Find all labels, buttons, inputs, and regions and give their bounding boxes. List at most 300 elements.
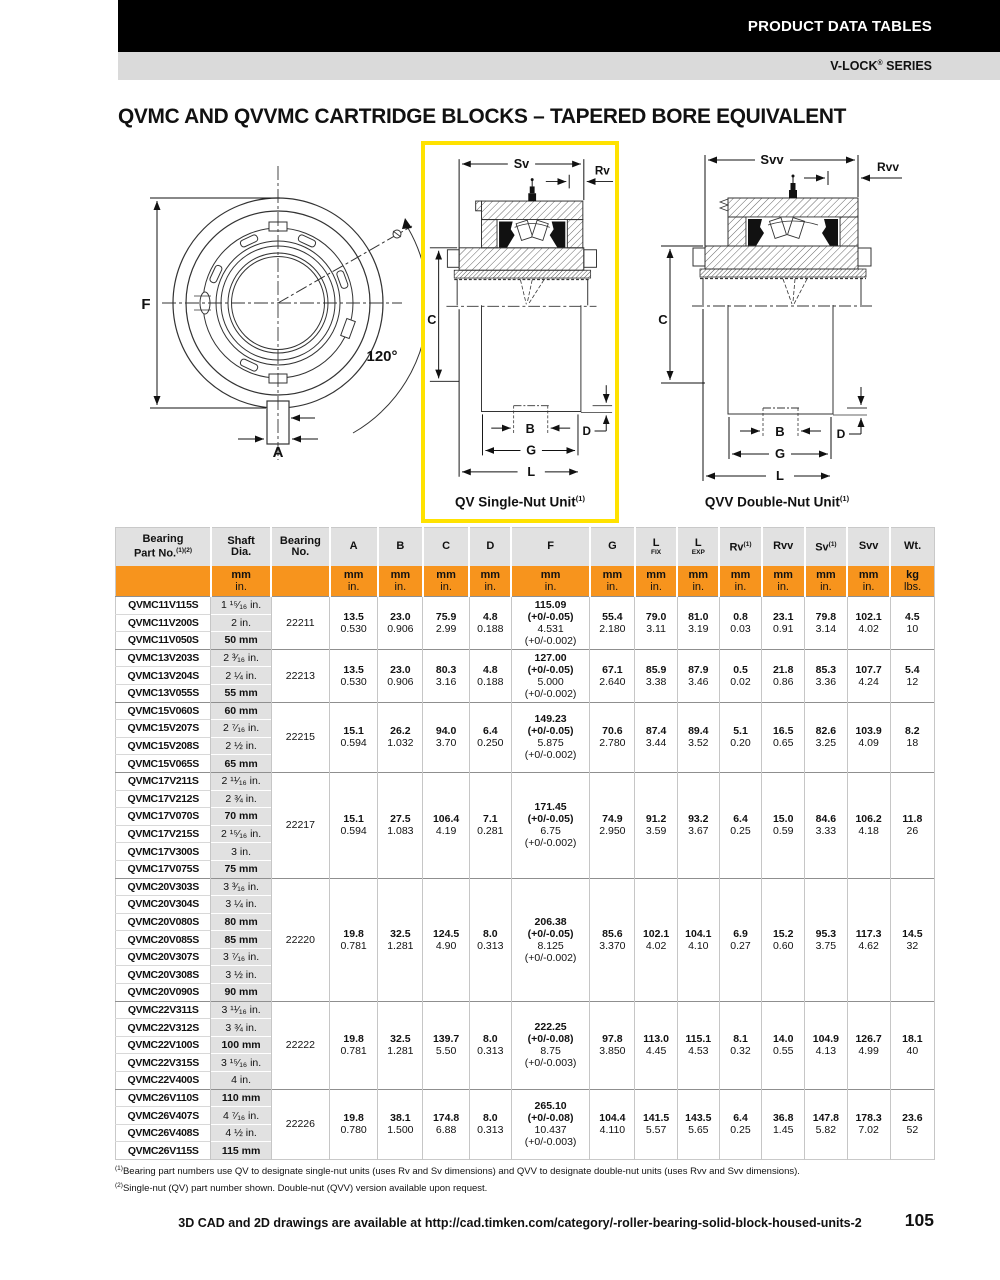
value-imperial: 0.32 bbox=[730, 1045, 751, 1058]
header-line: Part No.$^{(1)(2)}$ bbox=[133, 547, 193, 560]
dim-cell-G bbox=[590, 649, 635, 702]
units-cell-F bbox=[511, 566, 589, 597]
value-metric: 141.5 bbox=[642, 1112, 670, 1125]
value-metric: 19.8 bbox=[343, 1033, 364, 1046]
part-number-cell: QVMC17V300S bbox=[116, 843, 211, 861]
header-line: L bbox=[652, 536, 660, 549]
value-metric: 0.5 bbox=[733, 663, 748, 676]
value-metric: 107.7 bbox=[855, 663, 882, 676]
value-metric: (+0/-0.08) bbox=[527, 1033, 574, 1046]
shaft-dia-cell: 3 ¹⁵⁄₁₆ in. bbox=[211, 1054, 271, 1072]
value-metric: 79.8 bbox=[815, 610, 837, 623]
dim-cell-Rv bbox=[719, 1001, 761, 1089]
spec-table-wrap bbox=[115, 527, 937, 1160]
value-imperial: 3.38 bbox=[645, 675, 667, 688]
value-metric: 87.4 bbox=[645, 725, 667, 738]
value-metric: 85.9 bbox=[645, 663, 667, 676]
value-metric: 115.1 bbox=[685, 1033, 712, 1046]
value-metric: 82.6 bbox=[815, 725, 837, 738]
value-imperial: 4.19 bbox=[435, 825, 457, 838]
footnote: $^{(2)}$Single-nut (QV) part number shown. Double-nut (QVV) version available upon request. bbox=[115, 1181, 488, 1194]
column-header-part bbox=[116, 528, 211, 567]
unit-metric: mm bbox=[646, 568, 666, 581]
value-metric: 74.9 bbox=[602, 813, 623, 826]
value-metric: 174.8 bbox=[432, 1112, 460, 1125]
header-line: Sv$^{(1)}$ bbox=[815, 541, 837, 555]
shaft-dia-cell: 3 in. bbox=[211, 843, 271, 861]
dim-cell-Sv bbox=[805, 1089, 847, 1159]
units-cell-C bbox=[423, 566, 469, 597]
units-cell-Lfix bbox=[635, 566, 677, 597]
unit-imperial: in. bbox=[484, 581, 497, 593]
value-imperial: 2.950 bbox=[599, 825, 626, 838]
value-metric: 79.0 bbox=[645, 610, 667, 623]
dim-cell-C bbox=[423, 649, 469, 702]
header-line: No. bbox=[291, 546, 310, 558]
value-metric: 16.5 bbox=[772, 725, 794, 738]
dim-cell-Wt bbox=[890, 649, 934, 702]
dim-cell-Lexp bbox=[677, 597, 719, 650]
shaft-dia-cell: 60 mm bbox=[211, 702, 271, 720]
table-row bbox=[116, 1089, 935, 1107]
header-line: G bbox=[608, 540, 617, 553]
value-imperial: 3.16 bbox=[435, 675, 457, 688]
table-row bbox=[116, 702, 935, 720]
footnote: $^{(1)}$Bearing part numbers use QV to designate single-nut units (uses Rv and Sv dimensions) and QVV to designate double-nut units (uses Rvv and Svv dimensions). bbox=[115, 1165, 800, 1178]
value-metric: 126.7 bbox=[855, 1033, 882, 1046]
spec-table bbox=[115, 527, 935, 1160]
value-imperial: 0.781 bbox=[340, 1045, 367, 1058]
dim-cell-F bbox=[511, 1001, 589, 1089]
value-imperial: 3.370 bbox=[599, 939, 626, 952]
column-header-Rv bbox=[719, 528, 761, 567]
value-imperial: 3.33 bbox=[815, 825, 837, 838]
value-metric: 67.1 bbox=[602, 663, 623, 676]
dim-cell-Svv bbox=[847, 702, 890, 772]
header-line: Shaft bbox=[227, 534, 255, 547]
part-number-cell: QVMC15V065S bbox=[116, 755, 211, 773]
dim-label-rvv: Rvv bbox=[876, 160, 899, 174]
dim-cell-B bbox=[378, 1089, 423, 1159]
shaft-dia-cell: 2 ⁷⁄₁₆ in. bbox=[211, 720, 271, 738]
unit-metric: mm bbox=[540, 568, 561, 581]
front-view-diagram bbox=[110, 148, 430, 485]
value-metric: 115.09 bbox=[534, 598, 567, 611]
part-number-cell: QVMC17V211S bbox=[116, 772, 211, 790]
table-body bbox=[116, 597, 935, 1160]
dim-label-sv: Sv bbox=[513, 156, 530, 171]
part-number-cell: QVMC11V200S bbox=[116, 614, 211, 632]
value-imperial: 4.531 bbox=[537, 622, 564, 635]
value-imperial: 26 bbox=[906, 825, 919, 838]
dim-cell-Rvv bbox=[762, 878, 805, 1001]
value-imperial: (+0/-0.002) bbox=[524, 837, 577, 850]
units-cell-shaft bbox=[211, 566, 271, 597]
value-imperial: 52 bbox=[906, 1124, 919, 1137]
value-metric: 15.1 bbox=[343, 813, 364, 826]
value-imperial: 5.57 bbox=[645, 1124, 667, 1137]
shaft-dia-cell: 3 ¾ in. bbox=[211, 1019, 271, 1037]
page-title: QVMC AND QVVMC CARTRIDGE BLOCKS – TAPERED BORE EQUIVALENT bbox=[118, 104, 847, 128]
value-imperial: (+0/-0.002) bbox=[524, 951, 577, 964]
dim-cell-A bbox=[330, 702, 378, 772]
unit-imperial: in. bbox=[777, 581, 789, 593]
dim-cell-C bbox=[423, 1001, 469, 1089]
dim-cell-F bbox=[511, 702, 589, 772]
part-number-cell: QVMC20V304S bbox=[116, 896, 211, 914]
value-metric: 85.3 bbox=[815, 663, 837, 676]
unit-imperial: in. bbox=[440, 581, 452, 593]
part-number-cell: QVMC20V090S bbox=[116, 984, 211, 1002]
column-header-Lfix bbox=[635, 528, 677, 567]
value-metric: (+0/-0.05) bbox=[527, 813, 574, 826]
dim-cell-B bbox=[378, 597, 423, 650]
value-metric: 143.5 bbox=[685, 1112, 712, 1125]
value-metric: 15.2 bbox=[772, 927, 794, 940]
value-imperial: 10.437 bbox=[534, 1124, 567, 1137]
dim-cell-G bbox=[590, 772, 635, 878]
value-metric: 113.0 bbox=[643, 1033, 669, 1046]
single-nut-caption: QV Single-Nut Unit$^{(1)}$ bbox=[455, 494, 585, 510]
value-imperial: 0.60 bbox=[772, 939, 794, 952]
unit-metric: mm bbox=[343, 568, 364, 581]
shaft-dia-cell: 4 ⁷⁄₁₆ in. bbox=[211, 1107, 271, 1125]
dim-label-l2: L bbox=[775, 468, 784, 483]
shaft-dia-cell: 70 mm bbox=[211, 808, 271, 826]
value-metric: 6.4 bbox=[733, 813, 748, 826]
single-nut-svg bbox=[425, 147, 615, 487]
value-imperial: 3.25 bbox=[815, 737, 837, 750]
registered-mark: ® bbox=[877, 59, 883, 67]
dim-cell-Svv bbox=[847, 649, 890, 702]
value-imperial: 0.313 bbox=[477, 1045, 504, 1058]
column-header-D bbox=[469, 528, 511, 567]
value-metric: 84.6 bbox=[815, 813, 837, 826]
part-number-cell: QVMC22V312S bbox=[116, 1019, 211, 1037]
dim-cell-B bbox=[378, 1001, 423, 1089]
value-metric: 23.1 bbox=[772, 610, 794, 623]
value-metric: 149.23 bbox=[534, 713, 567, 726]
value-imperial: 10 bbox=[906, 622, 919, 635]
dim-cell-Svv bbox=[847, 1089, 890, 1159]
dim-cell-Wt bbox=[890, 772, 934, 878]
dim-label-f: F bbox=[141, 296, 151, 313]
value-metric: 8.0 bbox=[482, 1033, 498, 1046]
part-number-cell: QVMC11V050S bbox=[116, 632, 211, 650]
front-view-svg bbox=[110, 148, 430, 480]
value-metric: 8.0 bbox=[482, 927, 498, 940]
unit-imperial: in. bbox=[820, 581, 832, 593]
shaft-dia-cell: 3 ½ in. bbox=[211, 966, 271, 984]
part-number-cell: QVMC20V308S bbox=[116, 966, 211, 984]
value-metric: 127.00 bbox=[534, 651, 567, 664]
value-imperial: 5.65 bbox=[688, 1124, 709, 1137]
part-number-cell: QVMC22V315S bbox=[116, 1054, 211, 1072]
part-number-cell: QVMC26V110S bbox=[116, 1089, 211, 1107]
value-metric: (+0/-0.05) bbox=[527, 610, 574, 623]
value-metric: 87.9 bbox=[688, 663, 709, 676]
value-imperial: 3.70 bbox=[435, 737, 457, 750]
page-number: 105 bbox=[904, 1210, 934, 1230]
dim-label-l: L bbox=[527, 464, 536, 479]
value-imperial: 3.19 bbox=[688, 622, 709, 635]
value-imperial: 4.13 bbox=[815, 1045, 837, 1058]
value-imperial: 0.59 bbox=[772, 825, 794, 838]
header-line: D bbox=[486, 540, 495, 553]
value-metric: 85.6 bbox=[602, 927, 623, 940]
part-number-cell: QVMC17V212S bbox=[116, 790, 211, 808]
shaft-dia-cell: 50 mm bbox=[211, 632, 271, 650]
value-imperial: 1.281 bbox=[387, 939, 414, 952]
dim-cell-Lfix bbox=[635, 1089, 677, 1159]
value-imperial: 5.50 bbox=[435, 1045, 457, 1058]
dim-cell-D bbox=[469, 597, 511, 650]
shaft-dia-cell: 110 mm bbox=[211, 1089, 271, 1107]
value-imperial: 3.59 bbox=[645, 825, 667, 838]
shaft-dia-cell: 100 mm bbox=[211, 1036, 271, 1054]
bearing-no-cell: 22226 bbox=[271, 1089, 329, 1159]
value-metric: 11.8 bbox=[902, 813, 923, 826]
value-metric: 15.1 bbox=[343, 725, 364, 738]
value-metric: 102.1 bbox=[855, 610, 882, 623]
dim-cell-Sv bbox=[805, 1001, 847, 1089]
dim-cell-Sv bbox=[805, 702, 847, 772]
dim-cell-G bbox=[590, 1001, 635, 1089]
value-imperial: 40 bbox=[906, 1045, 919, 1058]
value-metric: 81.0 bbox=[688, 610, 709, 623]
banner-title: PRODUCT DATA TABLES bbox=[747, 17, 932, 35]
value-imperial: 1.281 bbox=[387, 1045, 414, 1058]
part-number-cell: QVMC11V115S bbox=[116, 597, 211, 615]
value-metric: 117.3 bbox=[855, 927, 882, 940]
shaft-dia-cell: 85 mm bbox=[211, 931, 271, 949]
table-row bbox=[116, 597, 935, 615]
value-imperial: 0.594 bbox=[340, 825, 367, 838]
value-imperial: 4.02 bbox=[858, 622, 879, 635]
dim-cell-G bbox=[590, 702, 635, 772]
value-metric: (+0/-0.08) bbox=[527, 1112, 574, 1125]
dim-cell-Lexp bbox=[677, 772, 719, 878]
value-imperial: 3.36 bbox=[815, 675, 837, 688]
single-nut-diagram-highlighted bbox=[421, 141, 619, 523]
column-header-A bbox=[330, 528, 378, 567]
shaft-dia-cell: 80 mm bbox=[211, 913, 271, 931]
value-metric: 178.3 bbox=[855, 1112, 882, 1125]
column-header-bearing bbox=[271, 528, 329, 567]
dim-cell-Wt bbox=[890, 1001, 934, 1089]
value-metric: 0.8 bbox=[733, 610, 748, 623]
value-imperial: 2.780 bbox=[599, 737, 626, 750]
value-imperial: 2.640 bbox=[599, 675, 626, 688]
dim-cell-Rv bbox=[719, 649, 761, 702]
shaft-dia-cell: 4 in. bbox=[211, 1072, 271, 1090]
unit-imperial: in. bbox=[862, 581, 875, 593]
value-metric: 93.2 bbox=[688, 813, 709, 826]
bearing-no-cell: 22217 bbox=[271, 772, 329, 878]
dim-cell-F bbox=[511, 878, 589, 1001]
value-metric: 5.1 bbox=[733, 725, 748, 738]
table-row bbox=[116, 878, 935, 896]
part-number-cell: QVMC13V203S bbox=[116, 649, 211, 667]
part-number-cell: QVMC15V060S bbox=[116, 702, 211, 720]
column-header-shaft bbox=[211, 528, 271, 567]
column-header-Rvv bbox=[762, 528, 805, 567]
dim-cell-Wt bbox=[890, 597, 934, 650]
value-metric: 104.9 bbox=[812, 1033, 840, 1046]
value-metric: 8.2 bbox=[905, 725, 920, 738]
dim-label-d: D bbox=[582, 424, 591, 438]
footnotes bbox=[115, 1162, 937, 1195]
value-metric: 265.10 bbox=[534, 1100, 567, 1113]
dim-cell-A bbox=[330, 597, 378, 650]
value-imperial: 3.46 bbox=[688, 675, 709, 688]
unit-imperial: in. bbox=[235, 581, 247, 593]
header-line: Rvv bbox=[773, 540, 794, 553]
double-nut-diagram bbox=[646, 141, 908, 529]
value-metric: 13.5 bbox=[343, 663, 364, 676]
value-metric: 32.5 bbox=[390, 1033, 411, 1046]
value-imperial: 3.44 bbox=[645, 737, 667, 750]
value-imperial: 4.09 bbox=[858, 737, 879, 750]
dim-label-angle: 120° bbox=[366, 348, 398, 365]
value-metric: 147.8 bbox=[812, 1112, 840, 1125]
value-metric: 139.7 bbox=[432, 1033, 460, 1046]
shaft-dia-cell: 65 mm bbox=[211, 755, 271, 773]
value-metric: 13.5 bbox=[343, 610, 364, 623]
part-number-cell: QVMC13V055S bbox=[116, 684, 211, 702]
dim-cell-Svv bbox=[847, 1001, 890, 1089]
shaft-dia-cell: 2 ³⁄₁₆ in. bbox=[211, 649, 271, 667]
dim-cell-B bbox=[378, 878, 423, 1001]
value-metric: 6.9 bbox=[733, 927, 748, 940]
dim-cell-B bbox=[378, 772, 423, 878]
column-header-Svv bbox=[847, 528, 890, 567]
dim-cell-Lexp bbox=[677, 649, 719, 702]
header-line: B bbox=[396, 540, 405, 553]
unit-imperial: lbs. bbox=[904, 581, 922, 593]
value-metric: 27.5 bbox=[390, 813, 411, 826]
bearing-no-cell: 22211 bbox=[271, 597, 329, 650]
dim-cell-D bbox=[469, 702, 511, 772]
dim-cell-D bbox=[469, 1001, 511, 1089]
unit-metric: mm bbox=[816, 568, 836, 581]
dim-cell-Rv bbox=[719, 772, 761, 878]
value-metric: 102.1 bbox=[642, 927, 670, 940]
dim-cell-Lfix bbox=[635, 772, 677, 878]
units-cell-B bbox=[378, 566, 423, 597]
column-header-B bbox=[378, 528, 423, 567]
unit-imperial: in. bbox=[734, 581, 747, 593]
dim-cell-Rv bbox=[719, 1089, 761, 1159]
dim-cell-Lexp bbox=[677, 878, 719, 1001]
shaft-dia-cell: 3 ¼ in. bbox=[211, 896, 271, 914]
value-metric: 103.9 bbox=[855, 725, 882, 738]
dim-label-rv: Rv bbox=[594, 164, 610, 178]
header-line: Rv$^{(1)}$ bbox=[729, 541, 752, 555]
value-imperial: (+0/-0.002) bbox=[524, 749, 577, 762]
value-imperial: (+0/-0.002) bbox=[524, 687, 577, 700]
column-header-G bbox=[590, 528, 635, 567]
value-imperial: 6.75 bbox=[540, 825, 561, 838]
dim-label-c2: C bbox=[657, 312, 668, 327]
dim-label-a: A bbox=[272, 444, 284, 461]
dim-cell-C bbox=[423, 772, 469, 878]
value-metric: (+0/-0.05) bbox=[527, 663, 574, 676]
shaft-dia-cell: 2 ¼ in. bbox=[211, 667, 271, 685]
value-imperial: 6.88 bbox=[435, 1124, 457, 1137]
value-metric: 94.0 bbox=[435, 725, 457, 738]
dim-cell-Wt bbox=[890, 702, 934, 772]
value-imperial: 0.55 bbox=[772, 1045, 794, 1058]
header-line: C bbox=[442, 540, 451, 553]
dim-cell-Sv bbox=[805, 649, 847, 702]
part-number-cell: QVMC13V204S bbox=[116, 667, 211, 685]
header-line: Bearing bbox=[279, 534, 321, 547]
dim-cell-D bbox=[469, 1089, 511, 1159]
value-imperial: 1.45 bbox=[772, 1124, 794, 1137]
value-metric: 124.5 bbox=[432, 927, 460, 940]
value-metric: 19.8 bbox=[343, 1112, 364, 1125]
dim-cell-C bbox=[423, 597, 469, 650]
part-number-cell: QVMC22V100S bbox=[116, 1036, 211, 1054]
unit-imperial: in. bbox=[650, 581, 662, 593]
value-imperial: 3.52 bbox=[688, 737, 709, 750]
value-imperial: 4.10 bbox=[688, 939, 709, 952]
value-imperial: 4.90 bbox=[435, 939, 457, 952]
dim-cell-Lexp bbox=[677, 702, 719, 772]
value-metric: 206.38 bbox=[534, 915, 567, 928]
unit-imperial: in. bbox=[394, 581, 407, 593]
dim-label-c: C bbox=[427, 312, 437, 327]
units-cell-bearing bbox=[271, 566, 329, 597]
value-metric: 55.4 bbox=[602, 610, 623, 623]
part-number-cell: QVMC26V407S bbox=[116, 1107, 211, 1125]
value-imperial: 0.25 bbox=[730, 1124, 751, 1137]
unit-imperial: in. bbox=[692, 581, 705, 593]
part-number-cell: QVMC15V208S bbox=[116, 737, 211, 755]
value-imperial: 4.02 bbox=[645, 939, 667, 952]
double-nut-svg bbox=[650, 147, 905, 487]
value-imperial: (+0/-0.002) bbox=[524, 634, 577, 647]
dim-cell-Lfix bbox=[635, 1001, 677, 1089]
value-metric: 23.0 bbox=[390, 610, 411, 623]
value-metric: 5.4 bbox=[905, 663, 920, 676]
value-metric: 23.6 bbox=[902, 1112, 923, 1125]
dim-cell-Svv bbox=[847, 772, 890, 878]
dim-cell-C bbox=[423, 1089, 469, 1159]
dim-cell-G bbox=[590, 1089, 635, 1159]
dim-label-svv: Svv bbox=[759, 152, 784, 167]
value-imperial: 2.99 bbox=[435, 622, 457, 635]
value-imperial: 0.781 bbox=[340, 939, 367, 952]
shaft-dia-cell: 3 ³⁄₁₆ in. bbox=[211, 878, 271, 896]
part-number-cell: QVMC20V085S bbox=[116, 931, 211, 949]
dim-cell-Lfix bbox=[635, 702, 677, 772]
column-header-Lexp bbox=[677, 528, 719, 567]
value-imperial: (+0/-0.003) bbox=[524, 1136, 577, 1149]
dim-cell-F bbox=[511, 649, 589, 702]
dim-cell-Wt bbox=[890, 878, 934, 1001]
value-imperial: 0.594 bbox=[340, 737, 367, 750]
value-imperial: 4.53 bbox=[688, 1045, 709, 1058]
dim-cell-C bbox=[423, 878, 469, 1001]
value-imperial: 1.500 bbox=[387, 1124, 414, 1137]
value-metric: 97.8 bbox=[602, 1033, 623, 1046]
unit-metric: mm bbox=[602, 568, 623, 581]
shaft-dia-cell: 2 ¹⁵⁄₁₆ in. bbox=[211, 825, 271, 843]
dim-label-b2: B bbox=[774, 424, 785, 439]
dim-cell-Rv bbox=[719, 702, 761, 772]
